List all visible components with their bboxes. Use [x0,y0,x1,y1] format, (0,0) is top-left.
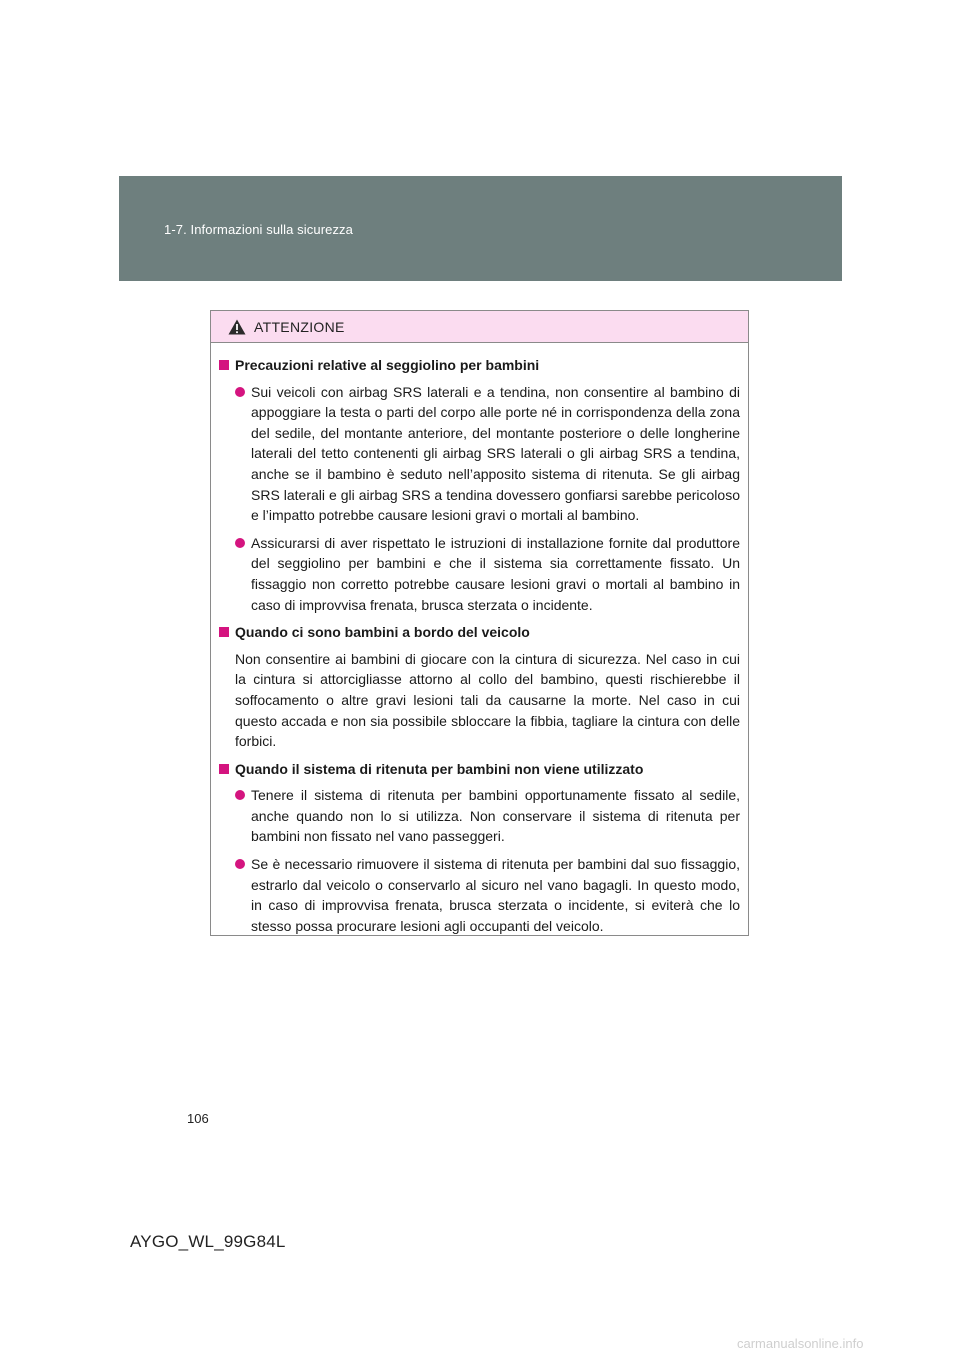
warning-box [210,310,749,936]
section-header-band [119,176,842,281]
list-item-text: Sui veicoli con airbag SRS laterali e a tendina, non consentire al bambino di appoggiare la testa o parti del corpo alle porte né in corrispondenza della zona del sedile, del montante anteriore, del montante posteriore o delle longherine laterali del tetto contenenti gli airbag SRS laterali o gli airbag SRS a tendina, anche se il bambino è seduto nell’apposito sistema di ritenuta. Se gli airbag SRS laterali e gli airbag SRS a tendina dovessero gonfiarsi sarebbe pericoloso e l’impatto potrebbe causare lesioni gravi o mortali al bambino. [251,383,740,524]
warning-title: ATTENZIONE [254,319,345,335]
warning-body [211,343,748,936]
section-heading-text: Quando ci sono bambini a bordo del veicolo [235,624,530,641]
section-title: 1-7. Informazioni sulla sicurezza [164,222,353,237]
watermark: carmanualsonline.info [737,1336,864,1351]
circle-bullet-icon [235,387,245,397]
square-bullet-icon [219,360,229,370]
warning-triangle-icon [228,319,246,335]
list-item [235,854,740,936]
section-heading [219,759,740,780]
circle-bullet-icon [235,859,245,869]
document-code: AYGO_WL_99G84L [130,1232,286,1251]
list-item-text: Se è necessario rimuovere il sistema di ritenuta per bambini dal suo fissaggio, estrarlo dal veicolo o conservarlo al sicuro nel vano bagagli. In questo modo, in caso di improvvisa frenata, brusca sterzata o incidente, si eviterà che lo stesso possa procurare lesioni agli occupanti del veicolo. [251,856,740,934]
list-item-text: Assicurarsi di aver rispettato le istruzioni di installazione fornite dal produttore del seggiolino per bambini e che il sistema sia correttamente fissato. Un fissaggio non corretto potrebbe causare lesioni gravi o mortali al bambino in caso di improvvisa frenata, brusca sterzata o incidente. [251,534,740,613]
square-bullet-icon [219,764,229,774]
section-heading [219,355,740,376]
square-bullet-icon [219,627,229,637]
circle-bullet-icon [235,538,245,548]
list-item [235,533,740,615]
list-item-text: Tenere il sistema di ritenuta per bambini opportunamente fissato al sedile, anche quando non lo si utilizza. Non conservare il sistema di ritenuta per bambini non fissato nel vano passeggeri. [251,787,740,845]
section-heading [219,622,740,643]
circle-bullet-icon [235,790,245,800]
warning-header [211,311,748,343]
paragraph: Non consentire ai bambini di giocare con la cintura di sicurezza. Nel caso in cui la cintura si attorcigliasse attorno al collo del bambino, questi rischierebbe il soffocamento o altre gravi lesioni tali da causarne la morte. Nel caso in cui questo accada e non sia possibile sbloccare la fibbia, tagliare la cintura con delle forbici. [235,650,740,750]
section-heading-text: Quando il sistema di ritenuta per bambini non viene utilizzato [235,760,644,777]
page-number: 106 [187,1111,209,1126]
section-heading-text: Precauzioni relative al seggiolino per bambini [235,357,540,373]
list-item [235,382,740,526]
list-item [235,785,740,847]
